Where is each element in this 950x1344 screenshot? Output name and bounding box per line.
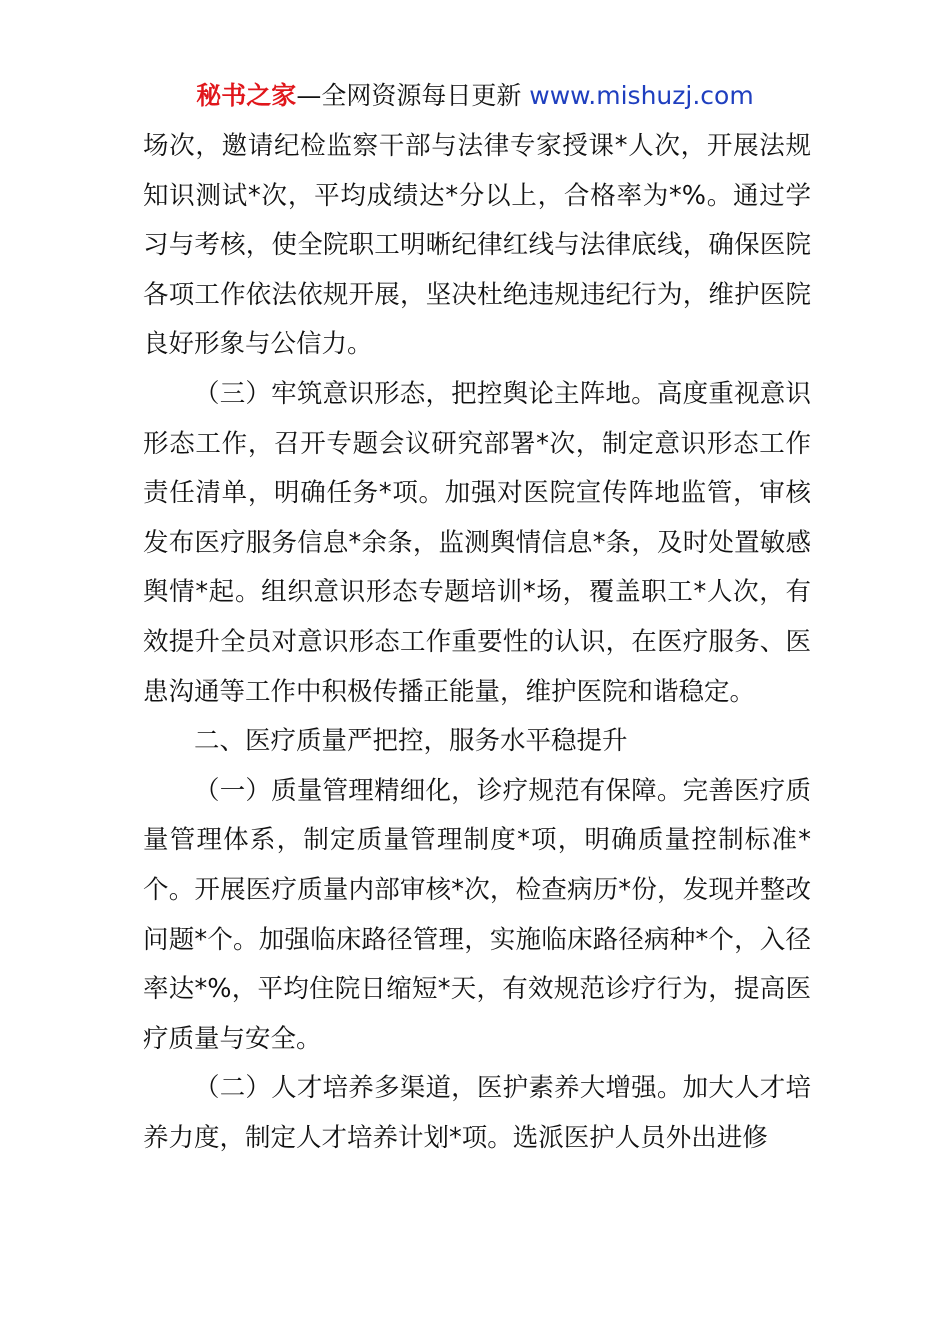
document-body	[143, 122, 811, 1163]
site-tagline: —全网资源每日更新	[296, 81, 530, 110]
paragraph-subsection-1: （一）质量管理精细化，诊疗规范有保障。完善医疗质量管理体系，制定质量管理制度*项，明确质量控制标准*个。开展医疗质量内部审核*次，检查病历*份，发现并整改问题*个。加强临床路径管理，实施临床路径病种*个，入径率达*%，平均住院日缩短*天，有效规范诊疗行为，提高医疗质量与安全。	[143, 775, 811, 1054]
paragraph-subsection-2: （二）人才培养多渠道，医护素养大增强。加大人才培养力度，制定人才培养计划*项。选派医护人员外出进修	[143, 1073, 811, 1153]
site-brand: 秘书之家	[196, 81, 297, 110]
site-url[interactable]: www.mishuzj.com	[529, 81, 754, 110]
section-heading-2: 二、医疗质量严把控，服务水平稳提升	[194, 726, 628, 757]
paragraph-section-3: （三）牢筑意识形态，把控舆论主阵地。高度重视意识形态工作，召开专题会议研究部署*次，制定意识形态工作责任清单，明确任务*项。加强对医院宣传阵地监管，审核发布医疗服务信息*余条，监测舆情信息*条，及时处置敏感舆情*起。组织意识形态专题培训*场，覆盖职工*人次，有效提升全员对意识形态工作重要性的认识，在医疗服务、医患沟通等工作中积极传播正能量，维护医院和谐稳定。	[143, 378, 811, 707]
site-header	[0, 78, 950, 114]
paragraph-continuation: 场次，邀请纪检监察干部与法律专家授课*人次，开展法规知识测试*次，平均成绩达*分以上，合格率为*%。通过学习与考核，使全院职工明晰纪律红线与法律底线，确保医院各项工作依法依规开展，坚决杜绝违规违纪行为，维护医院良好形象与公信力。	[143, 131, 811, 360]
